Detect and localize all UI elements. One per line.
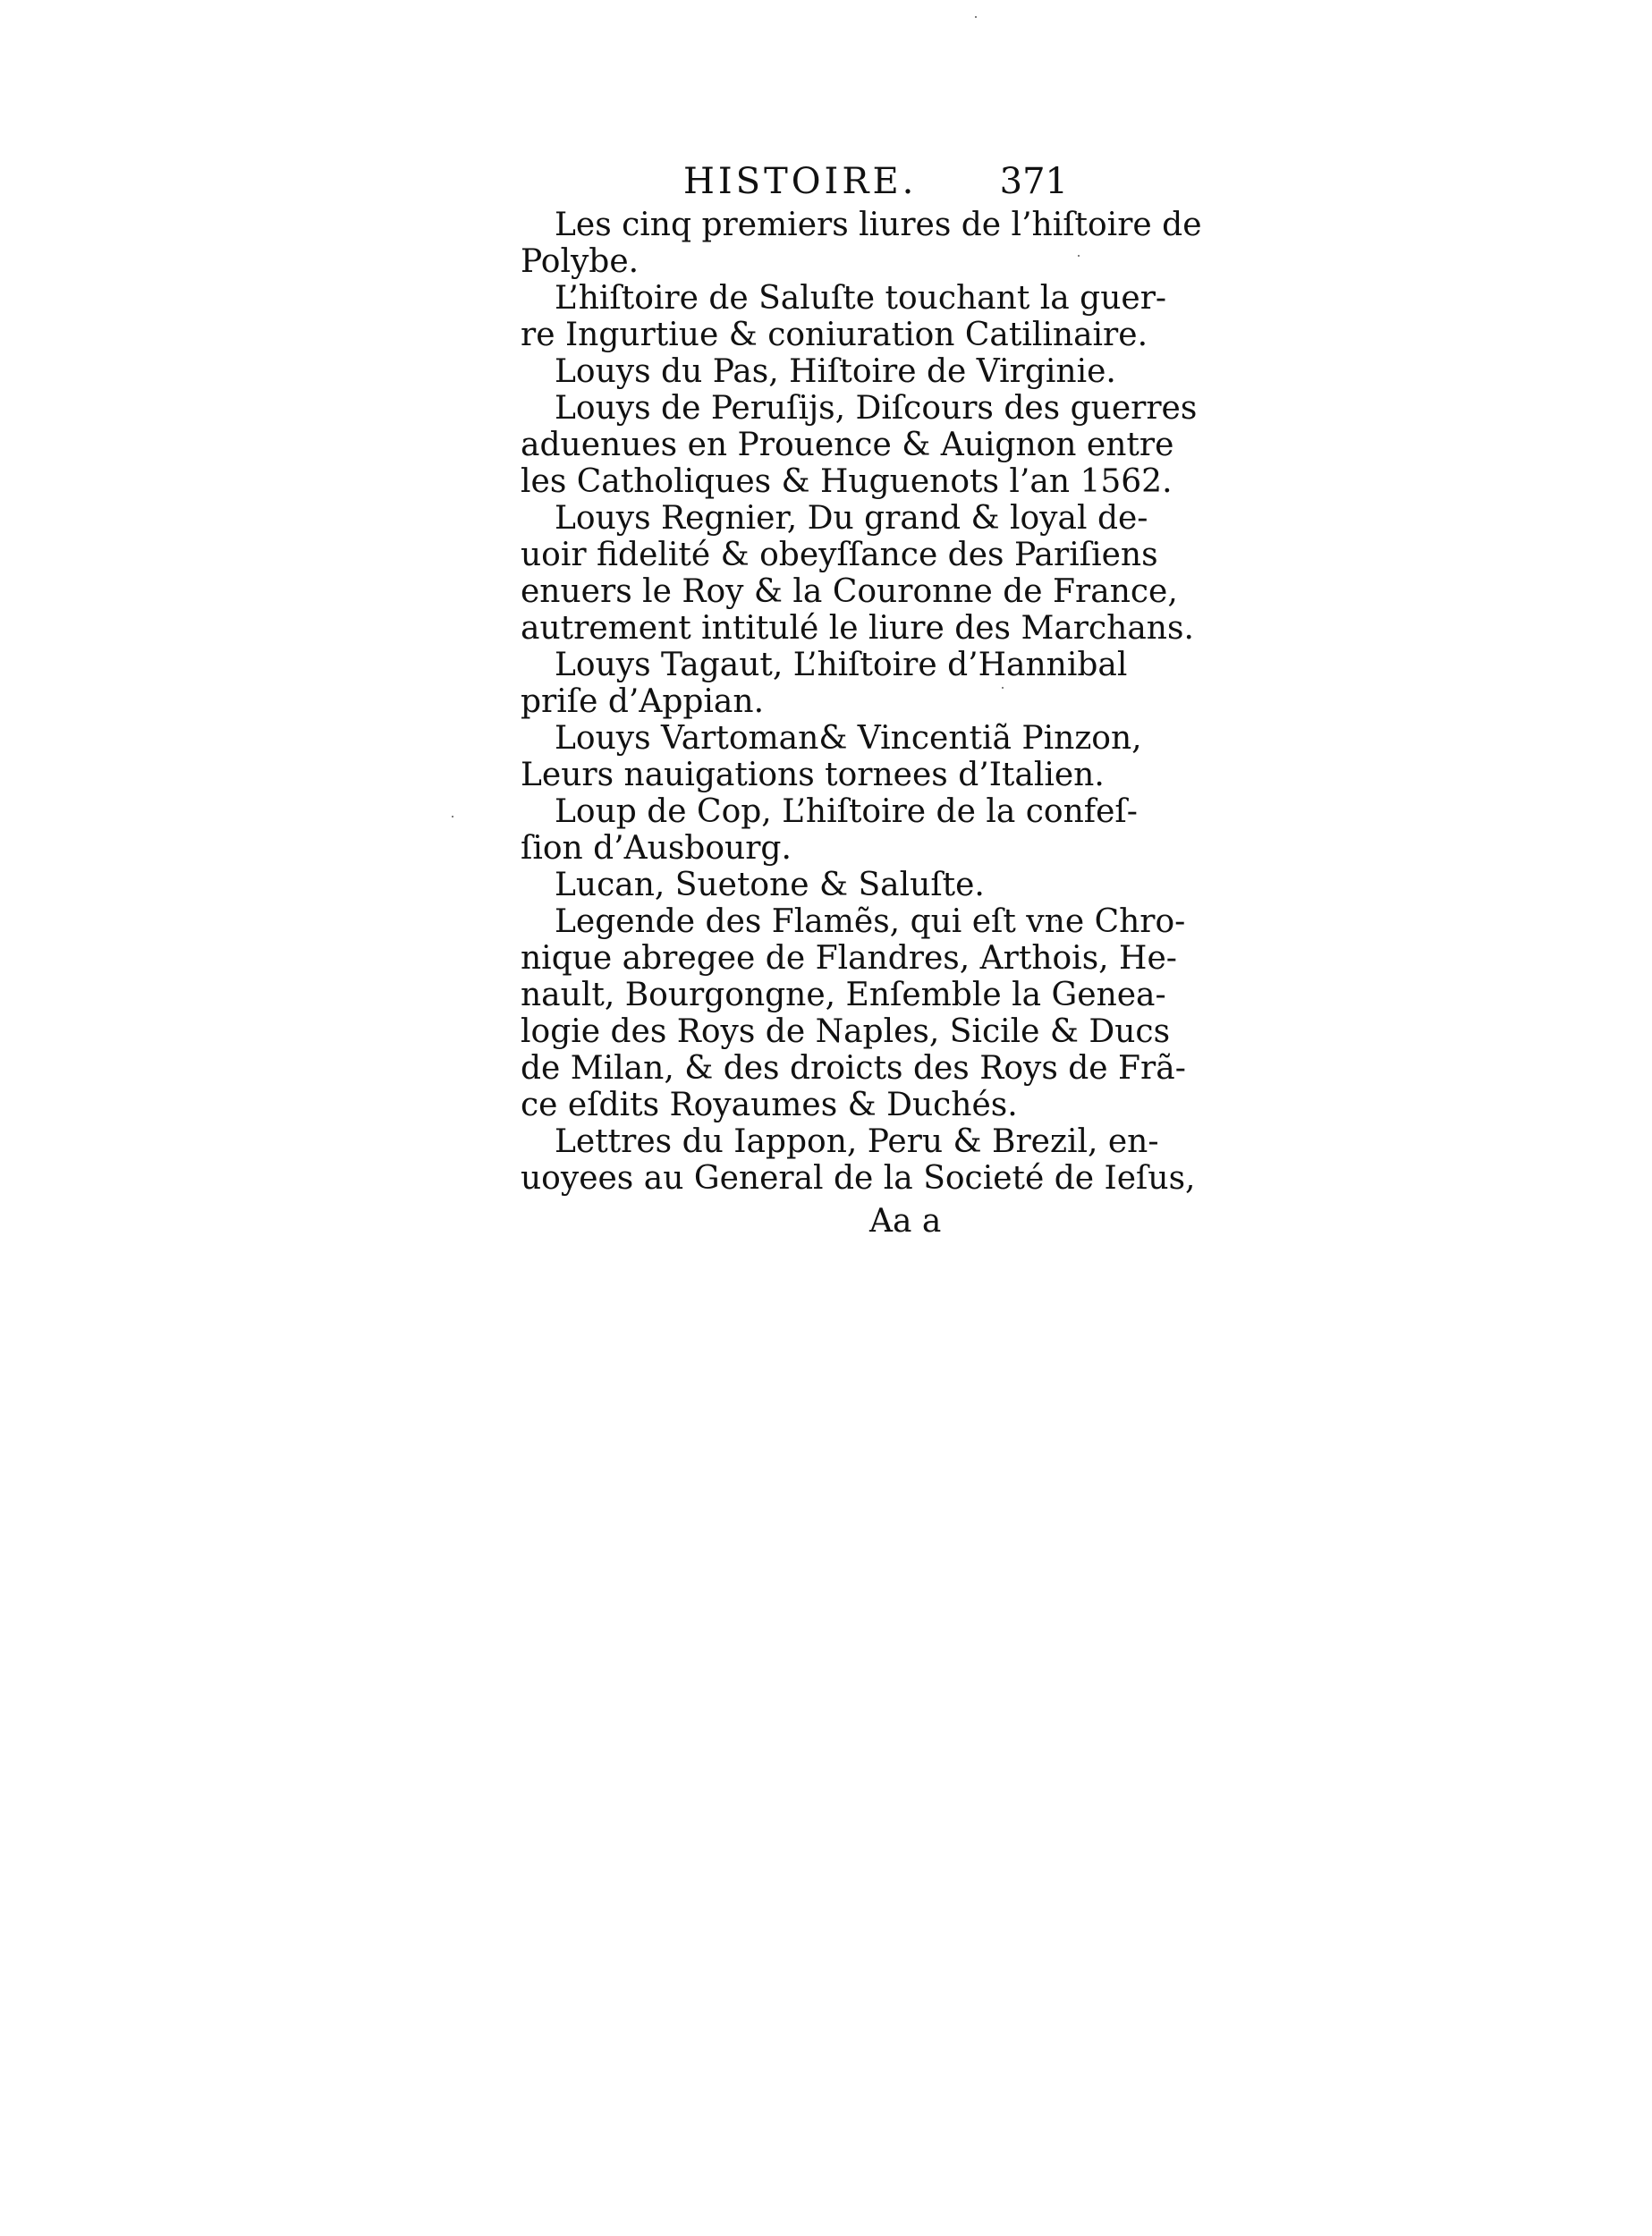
text-line: uoir fidelité & obeyſſance des Pariſiens	[521, 537, 1158, 573]
paper-speck	[975, 16, 977, 18]
text-line: priſe d’Appian.	[521, 683, 765, 720]
page-text-block	[521, 157, 1202, 1247]
text-line: nault, Bourgongne, Enſemble la Genea-	[521, 977, 1166, 1013]
signature-mark	[521, 1197, 1075, 1247]
text-line: re Ingurtiue & coniuration Catilinaire.	[521, 317, 1148, 353]
text-line: uoyees au General de la Societé de Ieſus,	[521, 1160, 1196, 1197]
signature-text: Aa a	[869, 1203, 942, 1240]
text-line: Leurs nauigations tornees d’Italien.	[521, 757, 1105, 793]
text-line: Lucan, Suetone & Saluſte.	[555, 867, 985, 903]
text-line: Louys Vartoman& Vincentiã Pinzon,	[555, 720, 1142, 757]
text-line: de Milan, & des droicts des Roys de Frã-	[521, 1050, 1186, 1087]
paper-speck	[452, 816, 453, 817]
text-line: Louys de Peruſijs, Diſcours des guerres	[555, 390, 1198, 427]
running-title: HISTOIRE.	[683, 161, 918, 202]
paper-speck	[1078, 255, 1080, 257]
text-line: logie des Roys de Naples, Sicile & Ducs	[521, 1013, 1171, 1050]
text-line: Legende des Flamẽs, qui eſt vne Chro-	[555, 903, 1186, 940]
text-line: aduenues en Prouence & Auignon entre	[521, 427, 1174, 463]
page-number: 371	[999, 161, 1068, 202]
text-line: Polybe.	[521, 243, 640, 280]
text-line: L’hiſtoire de Saluſte touchant la guer-	[555, 280, 1167, 317]
text-line: les Catholiques & Huguenots l’an 1562.	[521, 463, 1173, 500]
text-line: nique abregee de Flandres, Arthois, He-	[521, 940, 1177, 977]
text-line: Loup de Cop, L’hiſtoire de la confeſ-	[555, 793, 1138, 830]
text-line: Louys du Pas, Hiſtoire de Virginie.	[555, 353, 1116, 390]
text-line: enuers le Roy & la Couronne de France,	[521, 573, 1178, 610]
text-line: Louys Tagaut, L’hiſtoire d’Hannibal	[555, 647, 1128, 683]
text-line: ſion d’Ausbourg.	[521, 830, 792, 867]
text-line: ce eſdits Royaumes & Duchés.	[521, 1087, 1018, 1123]
text-line: autrement intitulé le liure des Marchans.	[521, 610, 1194, 647]
text-line: Les cinq premiers liures de l’hiſtoire de	[555, 207, 1202, 243]
text-line: Louys Regnier, Du grand & loyal de-	[555, 500, 1148, 537]
text-line: Lettres du Iappon, Peru & Brezil, en-	[555, 1123, 1159, 1160]
running-head	[521, 157, 1075, 207]
